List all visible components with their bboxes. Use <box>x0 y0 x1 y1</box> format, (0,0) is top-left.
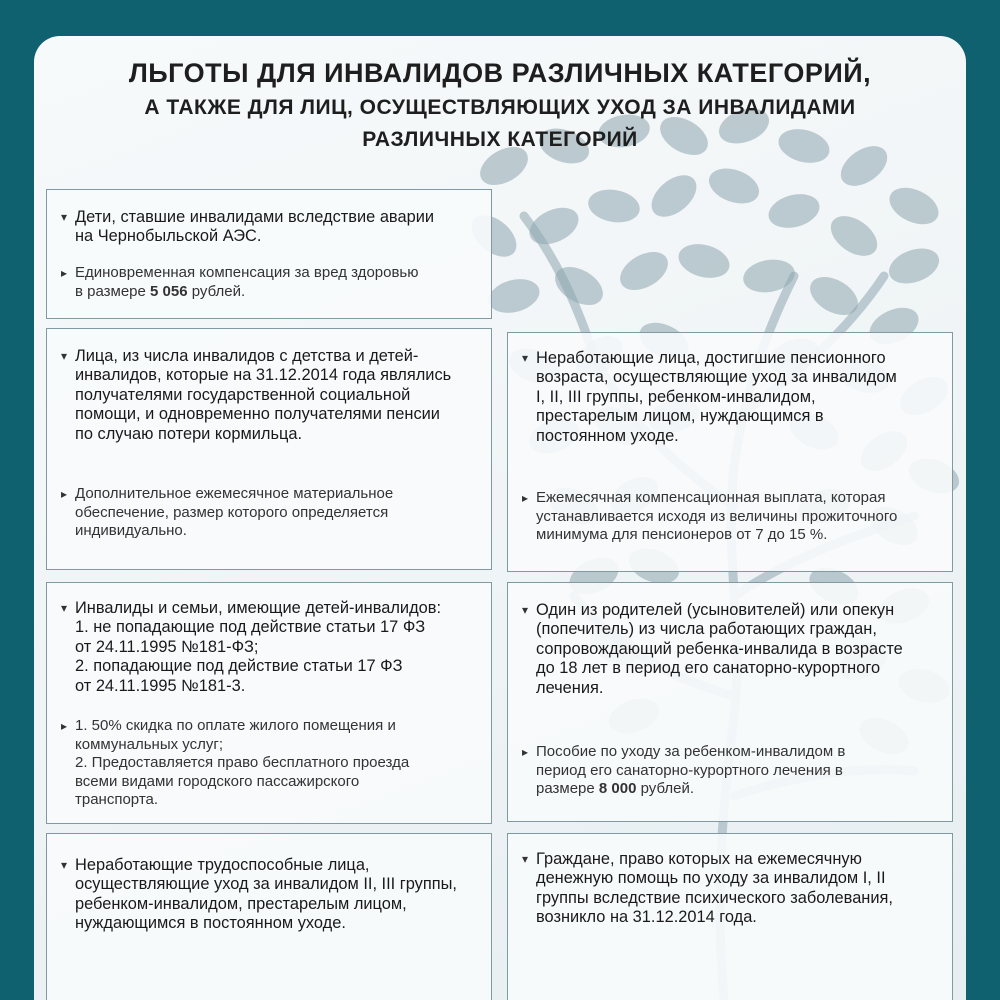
heading-line: инвалидов, которые на 31.12.2014 года являлись <box>75 366 452 385</box>
benefit-line: транспорта. <box>75 791 159 809</box>
heading-line: нуждающимся в постоянном уходе. <box>75 914 346 933</box>
heading-line: осуществляющие уход за инвалидом II, III группы, <box>75 875 457 894</box>
heading-line: Лица, из числа инвалидов с детства и детей- <box>75 347 419 365</box>
benefit-line: коммунальных услуг; <box>75 735 224 753</box>
benefit-line: 1. 50% скидка по оплате жилого помещения и <box>75 717 396 734</box>
card-benefit <box>61 717 481 810</box>
leaf-shape <box>485 274 544 318</box>
triangle-right-icon: ▸ <box>61 266 68 280</box>
triangle-right-icon: ▸ <box>61 719 68 733</box>
card-disabled-families <box>46 582 492 824</box>
heading-line: возникло на 31.12.2014 года. <box>536 908 757 927</box>
card-benefit <box>61 264 481 301</box>
benefit-line: индивидуально. <box>75 522 187 540</box>
card-heading <box>61 347 481 444</box>
card-pensioner-caregivers <box>507 332 953 572</box>
benefit-line: обеспечение, размер которого определяется <box>75 503 389 521</box>
benefit-line: всеми видами городского пассажирского <box>75 772 360 790</box>
heading-line: Один из родителей (усыновителей) или опекун <box>536 601 895 619</box>
leaf-shape <box>644 167 704 225</box>
card-heading <box>61 599 481 696</box>
leaf-shape <box>704 162 764 210</box>
heading-line: на Чернобыльской АЭС. <box>75 227 262 246</box>
heading-line: I, II, III группы, ребенком-инвалидом, <box>536 387 816 406</box>
benefit-amount: 5 056 <box>150 282 188 300</box>
benefit-line: 2. Предоставляется право бесплатного проезда <box>75 754 410 772</box>
heading-line: (попечитель) из числа работающих граждан, <box>536 620 877 639</box>
card-sanatorium-escort <box>507 582 953 822</box>
heading-line: 2. попадающие под действие статьи 17 ФЗ <box>75 657 403 676</box>
leaf-shape <box>765 189 824 233</box>
card-benefit <box>522 743 942 799</box>
card-orphan-survivor-pension <box>46 328 492 570</box>
triangle-down-icon: ▾ <box>522 351 529 365</box>
benefit-line: минимума для пенсионеров от 7 до 15 %. <box>536 526 828 544</box>
triangle-down-icon: ▾ <box>522 603 529 617</box>
heading-line: возраста, осуществляющие уход за инвалидом <box>536 368 897 387</box>
benefit-line: период его санаторно-курортного лечения в <box>536 761 843 779</box>
card-psychiatric-care <box>507 833 953 1000</box>
benefit-line: Единовременная компенсация за вред здоровью <box>75 264 419 281</box>
benefit-line: Ежемесячная компенсационная выплата, которая <box>536 489 886 506</box>
benefit-line: устанавливается исходя из величины прожиточного <box>536 507 898 525</box>
card-heading <box>61 208 481 247</box>
card-heading <box>522 850 942 928</box>
leaf-shape <box>884 242 944 290</box>
heading-line: по случаю потери кормильца. <box>75 424 303 443</box>
card-heading <box>61 856 481 934</box>
heading-line: Инвалиды и семьи, имеющие детей-инвалидов: <box>75 599 442 617</box>
benefit-text: рублей. <box>636 780 695 798</box>
leaf-shape <box>824 208 885 264</box>
benefit-text: рублей. <box>187 282 246 300</box>
card-heading <box>522 601 942 698</box>
benefit-line: Дополнительное ежемесячное материальное <box>75 485 394 502</box>
heading-line: от 24.11.1995 №181-3. <box>75 676 246 695</box>
leaf-shape <box>884 181 945 232</box>
triangle-down-icon: ▾ <box>61 601 68 615</box>
triangle-right-icon: ▸ <box>522 745 529 759</box>
heading-line: Неработающие лица, достигшие пенсионного <box>536 349 886 367</box>
content-panel <box>34 36 966 1000</box>
triangle-right-icon: ▸ <box>61 487 68 501</box>
leaf-shape <box>675 239 734 283</box>
heading-line: от 24.11.1995 №181-ФЗ; <box>75 637 259 656</box>
card-chernobyl-children <box>46 189 492 319</box>
heading-line: получателями государственной социальной <box>75 385 411 404</box>
heading-line: престарелым лицом, нуждающимся в <box>536 407 824 426</box>
leaf-shape <box>586 186 643 227</box>
benefit-line: Пособие по уходу за ребенком-инвалидом в <box>536 743 846 760</box>
heading-line: денежную помощь по уходу за инвалидом I, II <box>536 869 886 888</box>
triangle-down-icon: ▾ <box>522 852 529 866</box>
triangle-down-icon: ▾ <box>61 858 68 872</box>
benefit-amount: 8 000 <box>598 780 637 798</box>
benefit-text: в размере <box>75 282 151 300</box>
page-subtitle-line-1: А ТАКЖЕ ДЛЯ ЛИЦ, ОСУЩЕСТВЛЯЮЩИХ УХОД ЗА ИНВАЛИДАМИ <box>144 96 856 119</box>
benefit-text: размере <box>536 780 599 798</box>
heading-line: 1. не попадающие под действие статьи 17 ФЗ <box>75 618 426 637</box>
card-benefit <box>522 489 942 545</box>
heading-line: Дети, ставшие инвалидами вследствие аварии <box>75 208 435 226</box>
heading-line: до 18 лет в период его санаторно-курортного <box>536 659 881 678</box>
heading-line: сопровождающий ребенка-инвалида в возрасте <box>536 639 903 658</box>
leaf-shape <box>524 201 585 252</box>
heading-line: постоянном уходе. <box>536 426 679 445</box>
page-subtitle-line-2: РАЗЛИЧНЫХ КАТЕГОРИЙ <box>362 128 638 151</box>
heading-line: лечения. <box>536 678 604 697</box>
triangle-down-icon: ▾ <box>61 210 68 224</box>
heading-line: Неработающие трудоспособные лица, <box>75 856 370 874</box>
triangle-down-icon: ▾ <box>61 349 68 363</box>
triangle-right-icon: ▸ <box>522 491 529 505</box>
card-heading <box>522 349 942 446</box>
card-able-bodied-caregivers <box>46 833 492 1000</box>
heading-line: Граждане, право которых на ежемесячную <box>536 850 862 868</box>
card-benefit <box>61 485 481 541</box>
heading-line: ребенком-инвалидом, престарелым лицом, <box>75 894 407 913</box>
leaf-shape <box>613 244 674 298</box>
heading-line: группы вследствие психического заболевания, <box>536 888 893 907</box>
heading-line: помощи, и одновременно получателями пенсии <box>75 405 440 424</box>
page-title: ЛЬГОТЫ ДЛЯ ИНВАЛИДОВ РАЗЛИЧНЫХ КАТЕГОРИЙ, <box>128 58 872 88</box>
